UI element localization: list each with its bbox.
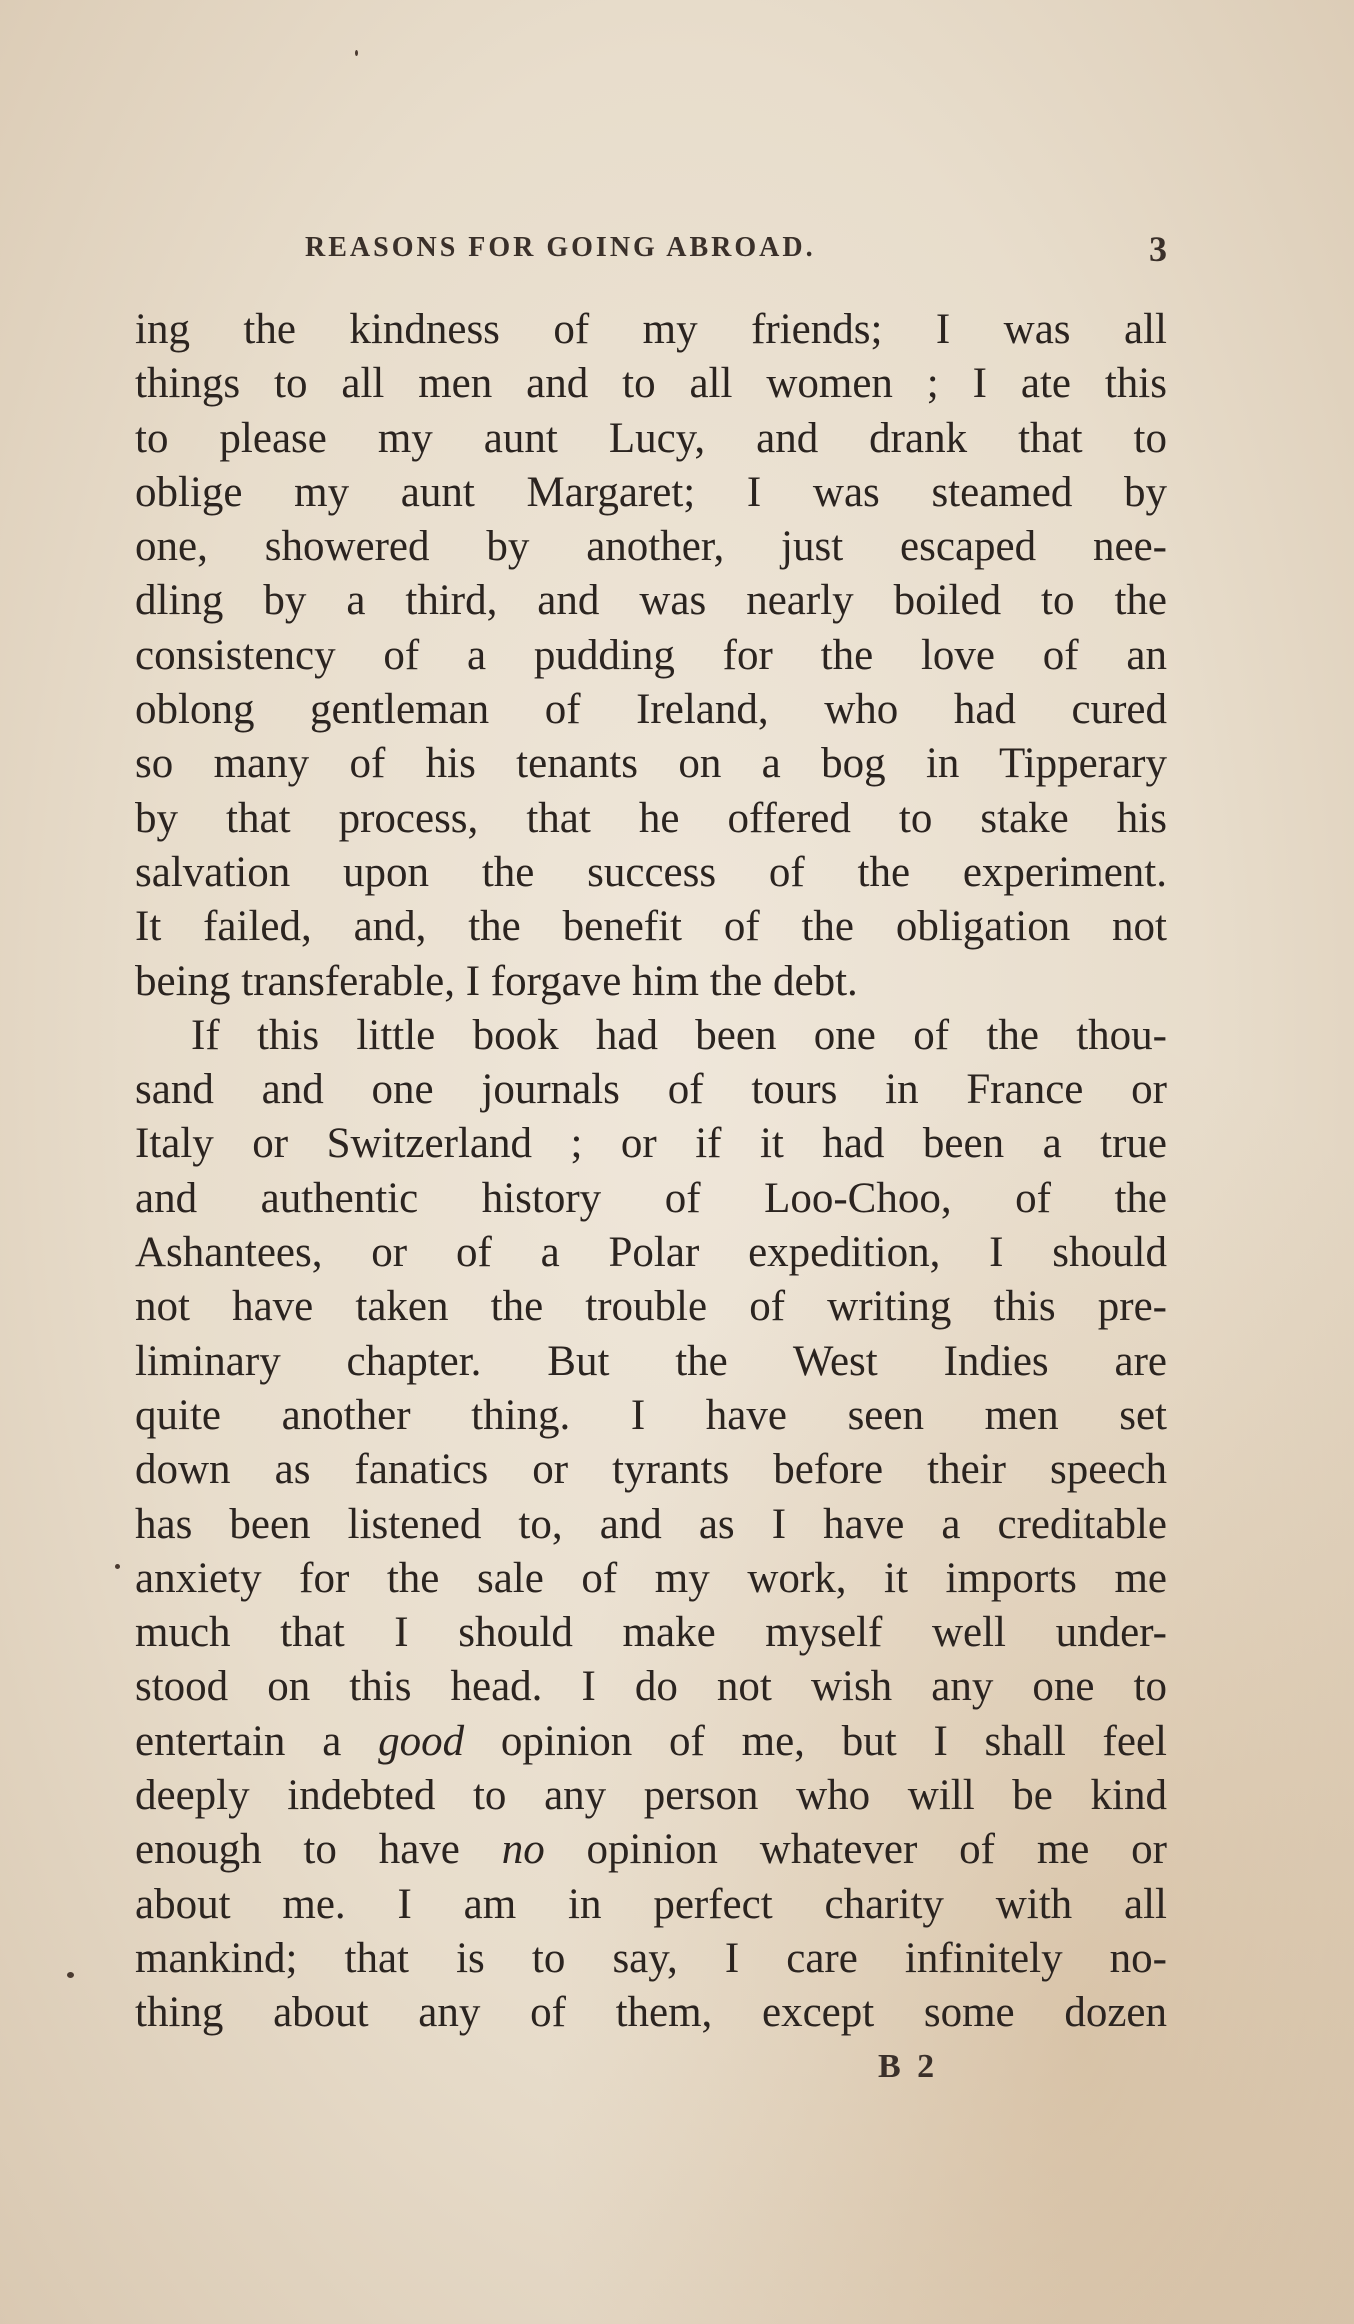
ink-speck (115, 1564, 120, 1569)
text-line: consistency of a pudding for the love of an (135, 631, 1167, 679)
text-segment: enough to have (135, 1826, 502, 1874)
text-segment: opinion whatever of me or (544, 1826, 1168, 1874)
text-line: being transferable, I forgave him the debt. (135, 957, 858, 1005)
text-line: to please my aunt Lucy, and drank that to (135, 414, 1167, 462)
text-line: ing the kindness of my friends; I was all (135, 306, 1167, 353)
body-text (135, 303, 1167, 2041)
italic-emphasis: no (501, 1826, 545, 1874)
text-line: about me. I am in perfect charity with all (135, 1880, 1167, 1928)
signature-mark: B 2 (878, 2048, 939, 2085)
text-line: much that I should make myself well under- (135, 1609, 1167, 1657)
text-line: Italy or Switzerland ; or if it had been a true (135, 1120, 1167, 1168)
text-line (135, 1715, 1167, 1769)
text-line: quite another thing. I have seen men set (135, 1391, 1167, 1439)
text-line: thing about any of them, except some dozen (135, 1989, 1167, 2037)
italic-emphasis: good (378, 1717, 465, 1765)
text-line: mankind; that is to say, I care infinitely no- (135, 1934, 1167, 1982)
text-line: anxiety for the sale of my work, it imports me (135, 1554, 1167, 1602)
text-line: down as fanatics or tyrants before their speech (135, 1446, 1167, 1494)
text-line: salvation upon the success of the experiment. (135, 848, 1167, 896)
text-line: one, showered by another, just escaped nee- (135, 523, 1167, 571)
text-line: sand and one journals of tours in France or (135, 1066, 1167, 1114)
running-head (135, 229, 1167, 272)
text-segment: entertain a (135, 1717, 379, 1765)
text-line: by that process, that he offered to stake his (135, 794, 1167, 842)
text-line: Ashantees, or of a Polar expedition, I should (135, 1229, 1167, 1277)
text-line: not have taken the trouble of writing this pre- (135, 1283, 1167, 1331)
text-line: oblong gentleman of Ireland, who had cured (135, 686, 1167, 734)
text-line: things to all men and to all women ; I ate this (135, 360, 1167, 408)
page-number: 3 (1149, 229, 1167, 269)
text-line: so many of his tenants on a bog in Tipperary (135, 740, 1167, 788)
text-line: deeply indebted to any person who will be kind (135, 1772, 1167, 1820)
ink-speck (355, 50, 358, 56)
text-line: oblige my aunt Margaret; I was steamed by (135, 468, 1167, 516)
text-line (135, 1823, 1167, 1877)
text-line: liminary chapter. But the West Indies are (135, 1337, 1167, 1385)
text-line: It failed, and, the benefit of the obligation not (135, 903, 1167, 951)
text-line: If this little book had been one of the thou- (191, 1011, 1167, 1059)
text-line: and authentic history of Loo-Choo, of the (135, 1174, 1167, 1222)
text-segment: opinion of me, but I shall feel (464, 1717, 1167, 1765)
ink-speck (67, 1972, 74, 1978)
text-line: dling by a third, and was nearly boiled to the (135, 577, 1167, 625)
running-title: REASONS FOR GOING ABROAD. (305, 232, 816, 263)
text-line: has been listened to, and as I have a creditable (135, 1500, 1167, 1548)
text-line: stood on this head. I do not wish any one to (135, 1663, 1167, 1711)
